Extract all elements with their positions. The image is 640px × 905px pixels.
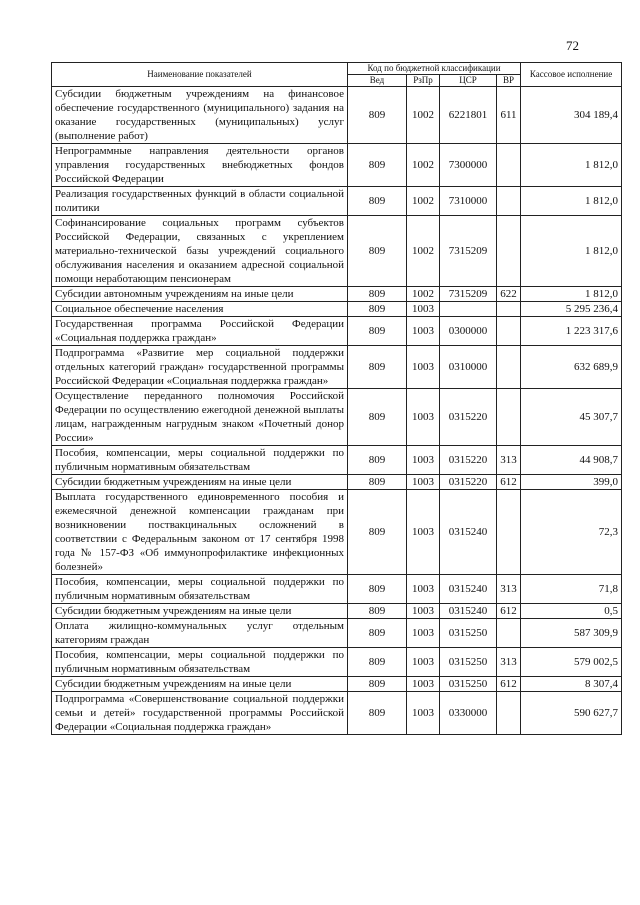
- row-rzpr: 1002: [407, 87, 440, 144]
- table-row: [52, 317, 622, 346]
- row-amount: 8 307,4: [521, 677, 622, 692]
- header-name: Наименование показателей: [52, 63, 348, 87]
- row-rzpr: 1003: [407, 446, 440, 475]
- row-ved: 809: [348, 575, 407, 604]
- row-name: Субсидии автономным учреждениям на иные цели: [52, 287, 348, 302]
- row-rzpr: 1002: [407, 187, 440, 216]
- row-amount: 1 812,0: [521, 287, 622, 302]
- row-vr: [497, 346, 521, 389]
- row-amount: 579 002,5: [521, 648, 622, 677]
- row-rzpr: 1002: [407, 287, 440, 302]
- row-ved: 809: [348, 302, 407, 317]
- row-rzpr: 1002: [407, 144, 440, 187]
- row-amount: 1 812,0: [521, 216, 622, 287]
- row-vr: 612: [497, 677, 521, 692]
- row-vr: [497, 619, 521, 648]
- row-csr: 0315240: [440, 604, 497, 619]
- header-rzpr: РзПр: [407, 75, 440, 87]
- row-ved: 809: [348, 604, 407, 619]
- row-amount: 399,0: [521, 475, 622, 490]
- row-name: Подпрограмма «Развитие мер социальной поддержки отдельных категорий граждан» государственной программы Российской Федерации «Социальная поддержка граждан»: [52, 346, 348, 389]
- table-header: [52, 63, 622, 87]
- row-vr: [497, 317, 521, 346]
- row-rzpr: 1003: [407, 317, 440, 346]
- row-vr: 313: [497, 648, 521, 677]
- table-row: [52, 346, 622, 389]
- row-csr: 0315240: [440, 490, 497, 575]
- row-csr: [440, 302, 497, 317]
- row-amount: 587 309,9: [521, 619, 622, 648]
- row-rzpr: 1003: [407, 346, 440, 389]
- row-csr: 7300000: [440, 144, 497, 187]
- row-name: Реализация государственных функций в области социальной политики: [52, 187, 348, 216]
- table-row: [52, 216, 622, 287]
- row-rzpr: 1003: [407, 302, 440, 317]
- row-rzpr: 1003: [407, 490, 440, 575]
- row-csr: 7315209: [440, 216, 497, 287]
- row-name: Пособия, компенсации, меры социальной поддержки по публичным нормативным обязательствам: [52, 648, 348, 677]
- table-row: [52, 575, 622, 604]
- table-row: [52, 648, 622, 677]
- row-vr: 612: [497, 475, 521, 490]
- table-row: [52, 692, 622, 735]
- row-ved: 809: [348, 692, 407, 735]
- row-vr: [497, 389, 521, 446]
- row-csr: 6221801: [440, 87, 497, 144]
- budget-execution-table: [51, 62, 622, 735]
- row-amount: 5 295 236,4: [521, 302, 622, 317]
- row-amount: 590 627,7: [521, 692, 622, 735]
- row-amount: 632 689,9: [521, 346, 622, 389]
- row-csr: 0310000: [440, 346, 497, 389]
- row-name: Субсидии бюджетным учреждениям на иные цели: [52, 475, 348, 490]
- row-csr: 0315250: [440, 619, 497, 648]
- table-row: [52, 446, 622, 475]
- row-vr: [497, 302, 521, 317]
- row-amount: 72,3: [521, 490, 622, 575]
- row-vr: [497, 490, 521, 575]
- table-row: [52, 604, 622, 619]
- row-vr: 611: [497, 87, 521, 144]
- row-name: Пособия, компенсации, меры социальной поддержки по публичным нормативным обязательствам: [52, 446, 348, 475]
- row-vr: 313: [497, 446, 521, 475]
- row-ved: 809: [348, 87, 407, 144]
- table-row: [52, 475, 622, 490]
- row-ved: 809: [348, 216, 407, 287]
- row-csr: 7310000: [440, 187, 497, 216]
- row-csr: 7315209: [440, 287, 497, 302]
- row-csr: 0315220: [440, 475, 497, 490]
- row-csr: 0315250: [440, 648, 497, 677]
- row-name: Пособия, компенсации, меры социальной поддержки по публичным нормативным обязательствам: [52, 575, 348, 604]
- table-row: [52, 287, 622, 302]
- row-rzpr: 1003: [407, 677, 440, 692]
- row-ved: 809: [348, 446, 407, 475]
- row-ved: 809: [348, 475, 407, 490]
- header-ved: Вед: [348, 75, 407, 87]
- row-name: Субсидии бюджетным учреждениям на иные цели: [52, 604, 348, 619]
- row-rzpr: 1003: [407, 604, 440, 619]
- row-csr: 0330000: [440, 692, 497, 735]
- header-code-group: Код по бюджетной классификации: [348, 63, 521, 75]
- table-row: [52, 619, 622, 648]
- row-vr: [497, 187, 521, 216]
- row-ved: 809: [348, 287, 407, 302]
- row-ved: 809: [348, 389, 407, 446]
- row-amount: 1 812,0: [521, 144, 622, 187]
- row-csr: 0315250: [440, 677, 497, 692]
- row-rzpr: 1003: [407, 389, 440, 446]
- row-rzpr: 1003: [407, 475, 440, 490]
- row-amount: 45 307,7: [521, 389, 622, 446]
- row-ved: 809: [348, 346, 407, 389]
- table-row: [52, 302, 622, 317]
- row-amount: 1 812,0: [521, 187, 622, 216]
- row-rzpr: 1003: [407, 692, 440, 735]
- page-number: 72: [566, 38, 579, 53]
- row-vr: [497, 692, 521, 735]
- row-name: Подпрограмма «Совершенствование социальной поддержки семьи и детей» государственной программы Российской Федерации «Социальная поддержка граждан»: [52, 692, 348, 735]
- row-ved: 809: [348, 490, 407, 575]
- row-vr: [497, 144, 521, 187]
- row-name: Государственная программа Российской Федерации «Социальная поддержка граждан»: [52, 317, 348, 346]
- table-row: [52, 677, 622, 692]
- row-amount: 71,8: [521, 575, 622, 604]
- header-csr: ЦСР: [440, 75, 497, 87]
- row-name: Осуществление переданного полномочия Российской Федерации по осуществлению ежегодной денежной выплаты лицам, награжденным нагрудным знаком «Почетный донор России»: [52, 389, 348, 446]
- table-row: [52, 187, 622, 216]
- row-rzpr: 1003: [407, 619, 440, 648]
- row-ved: 809: [348, 619, 407, 648]
- header-vr: ВР: [497, 75, 521, 87]
- table-body: [52, 87, 622, 735]
- table-row: [52, 87, 622, 144]
- row-name: Субсидии бюджетным учреждениям на иные цели: [52, 677, 348, 692]
- row-ved: 809: [348, 677, 407, 692]
- row-rzpr: 1002: [407, 216, 440, 287]
- row-name: Софинансирование социальных программ субъектов Российской Федерации, связанных с укреплением материально-технической базы учреждений социального обслуживания населения и оказанием адресной социальной помощи неработающим пенсионерам: [52, 216, 348, 287]
- row-ved: 809: [348, 187, 407, 216]
- row-name: Оплата жилищно-коммунальных услуг отдельным категориям граждан: [52, 619, 348, 648]
- row-name: Выплата государственного единовременного пособия и ежемесячной денежной компенсации гражданам при возникновении поствакцинальных осложнений в соответствии с Федеральным законом от 17 сентября 1998 года № 157-ФЗ «Об иммунопрофилактике инфекционных болезней»: [52, 490, 348, 575]
- row-name: Непрограммные направления деятельности органов управления государственных внебюджетных фондов Российской Федерации: [52, 144, 348, 187]
- row-amount: 304 189,4: [521, 87, 622, 144]
- row-vr: 612: [497, 604, 521, 619]
- table-row: [52, 389, 622, 446]
- row-name: Субсидии бюджетным учреждениям на финансовое обеспечение государственного (муниципального) задания на оказание государственных (муниципальных) услуг (выполнение работ): [52, 87, 348, 144]
- row-name: Социальное обеспечение населения: [52, 302, 348, 317]
- row-amount: 0,5: [521, 604, 622, 619]
- header-amount: Кассовое исполнение: [521, 63, 622, 87]
- table-row: [52, 144, 622, 187]
- row-csr: 0315220: [440, 389, 497, 446]
- row-amount: 1 223 317,6: [521, 317, 622, 346]
- row-vr: [497, 216, 521, 287]
- row-vr: 313: [497, 575, 521, 604]
- row-csr: 0315240: [440, 575, 497, 604]
- row-amount: 44 908,7: [521, 446, 622, 475]
- row-rzpr: 1003: [407, 648, 440, 677]
- row-ved: 809: [348, 648, 407, 677]
- row-ved: 809: [348, 317, 407, 346]
- row-csr: 0315220: [440, 446, 497, 475]
- table-row: [52, 490, 622, 575]
- row-vr: 622: [497, 287, 521, 302]
- row-rzpr: 1003: [407, 575, 440, 604]
- row-ved: 809: [348, 144, 407, 187]
- row-csr: 0300000: [440, 317, 497, 346]
